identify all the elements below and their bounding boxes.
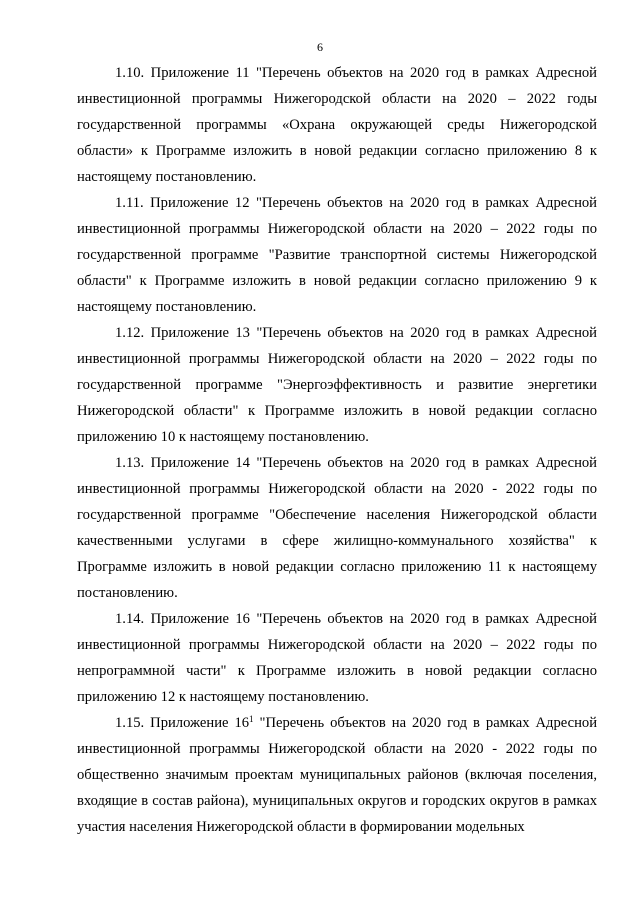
paragraph-1-13: 1.13. Приложение 14 "Перечень объектов на 2020 год в рамках Адресной инвестиционной программы Нижегородской области на 2020 - 2022 годы по государственной программе "Обеспечение населения Нижегородской области качественными услугами в сфере жилищно-коммунального хозяйства" к Программе изложить в новой редакции согласно приложению 11 к настоящему постановлению.: [77, 455, 597, 601]
paragraph-1-11: 1.11. Приложение 12 "Перечень объектов на 2020 год в рамках Адресной инвестиционной программы Нижегородской области на 2020 – 2022 годы по государственной программе "Развитие транспортной системы Нижегородской области" к Программе изложить в новой редакции согласно приложению 9 к настоящему постановлению.: [77, 195, 597, 315]
document-body: [77, 60, 597, 840]
paragraph-1-15: [77, 710, 597, 840]
paragraph-1-12: 1.12. Приложение 13 "Перечень объектов на 2020 год в рамках Адресной инвестиционной программы Нижегородской области на 2020 – 2022 годы по государственной программе "Энергоэффективность и развитие энергетики Нижегородской области" к Программе изложить в новой редакции согласно приложению 10 к настоящему постановлению.: [77, 325, 597, 445]
paragraph-1-15-text: "Перечень объектов на 2020 год в рамках Адресной инвестиционной программы Нижегородской области на 2020 - 2022 годы по общественно значимым проектам муниципальных районов (включая поселения, входящие в состав района), муниципальных округов и городских округов в рамках участия населения Нижегородской области в формировании модельных: [77, 715, 598, 835]
paragraph-1-10: 1.10. Приложение 11 "Перечень объектов на 2020 год в рамках Адресной инвестиционной программы Нижегородской области на 2020 – 2022 годы государственной программы «Охрана окружающей среды Нижегородской области» к Программе изложить в новой редакции согласно приложению 8 к настоящему постановлению.: [77, 65, 597, 185]
paragraph-1-15-lead: 1.15. Приложение 16: [115, 715, 250, 731]
superscript-index: 1: [249, 714, 254, 724]
page-number: 6: [317, 40, 323, 54]
paragraph-1-14: 1.14. Приложение 16 "Перечень объектов на 2020 год в рамках Адресной инвестиционной программы Нижегородской области на 2020 – 2022 годы по непрограммной части" к Программе изложить в новой редакции согласно приложению 12 к настоящему постановлению.: [77, 611, 597, 705]
